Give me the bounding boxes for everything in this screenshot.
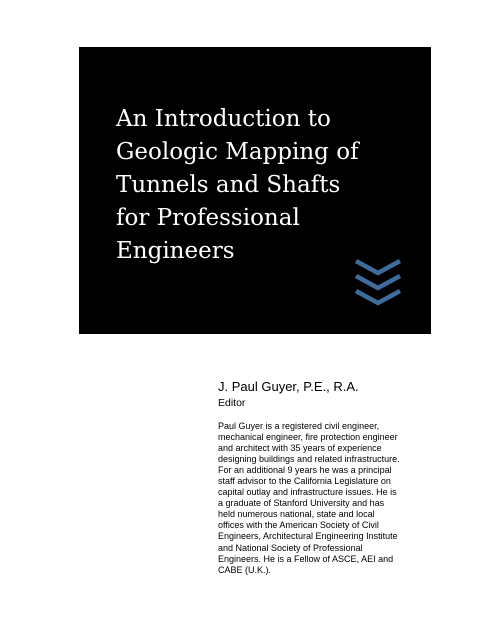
- bio-line: Engineers. He is a Fellow of ASCE, AEI and: [218, 553, 394, 564]
- bio-line: mechanical engineer, fire protection engineer: [218, 432, 398, 443]
- book-title-line: for Professional: [116, 205, 300, 231]
- bio-line: offices with the American Society of Civil: [218, 520, 379, 531]
- author-name: J. Paul Guyer, P.E., R.A.: [218, 379, 359, 394]
- book-title: [116, 103, 416, 268]
- bio-line: designing buildings and related infrastructure.: [218, 454, 400, 465]
- triple-chevron-down-icon: [354, 259, 402, 307]
- bio-line: CABE (U.K.).: [218, 564, 272, 575]
- book-title-line: Engineers: [116, 238, 235, 264]
- bio-line: and National Society of Professional: [218, 542, 363, 553]
- author-block: [218, 379, 418, 410]
- bio-line: capital outlay and infrastructure issues. He is: [218, 487, 397, 498]
- bio-line: and architect with 35 years of experience: [218, 443, 382, 454]
- bio-line: Engineers, Architectural Engineering Institute: [218, 531, 398, 542]
- cover-title-block: [79, 47, 431, 334]
- bio-line: Paul Guyer is a registered civil engineer,: [218, 421, 380, 431]
- bio-line: a graduate of Stanford University and has: [218, 498, 385, 509]
- bio-line: held numerous national, state and local: [218, 509, 375, 520]
- bio-line: For an additional 9 years he was a principal: [218, 465, 392, 476]
- book-title-line: Geologic Mapping of: [116, 139, 359, 165]
- book-title-line: Tunnels and Shafts: [116, 172, 341, 198]
- book-title-line: An Introduction to: [116, 106, 331, 132]
- author-role: Editor: [218, 397, 246, 409]
- author-bio: [218, 421, 418, 576]
- bio-line: staff advisor to the California Legislature on: [218, 476, 391, 487]
